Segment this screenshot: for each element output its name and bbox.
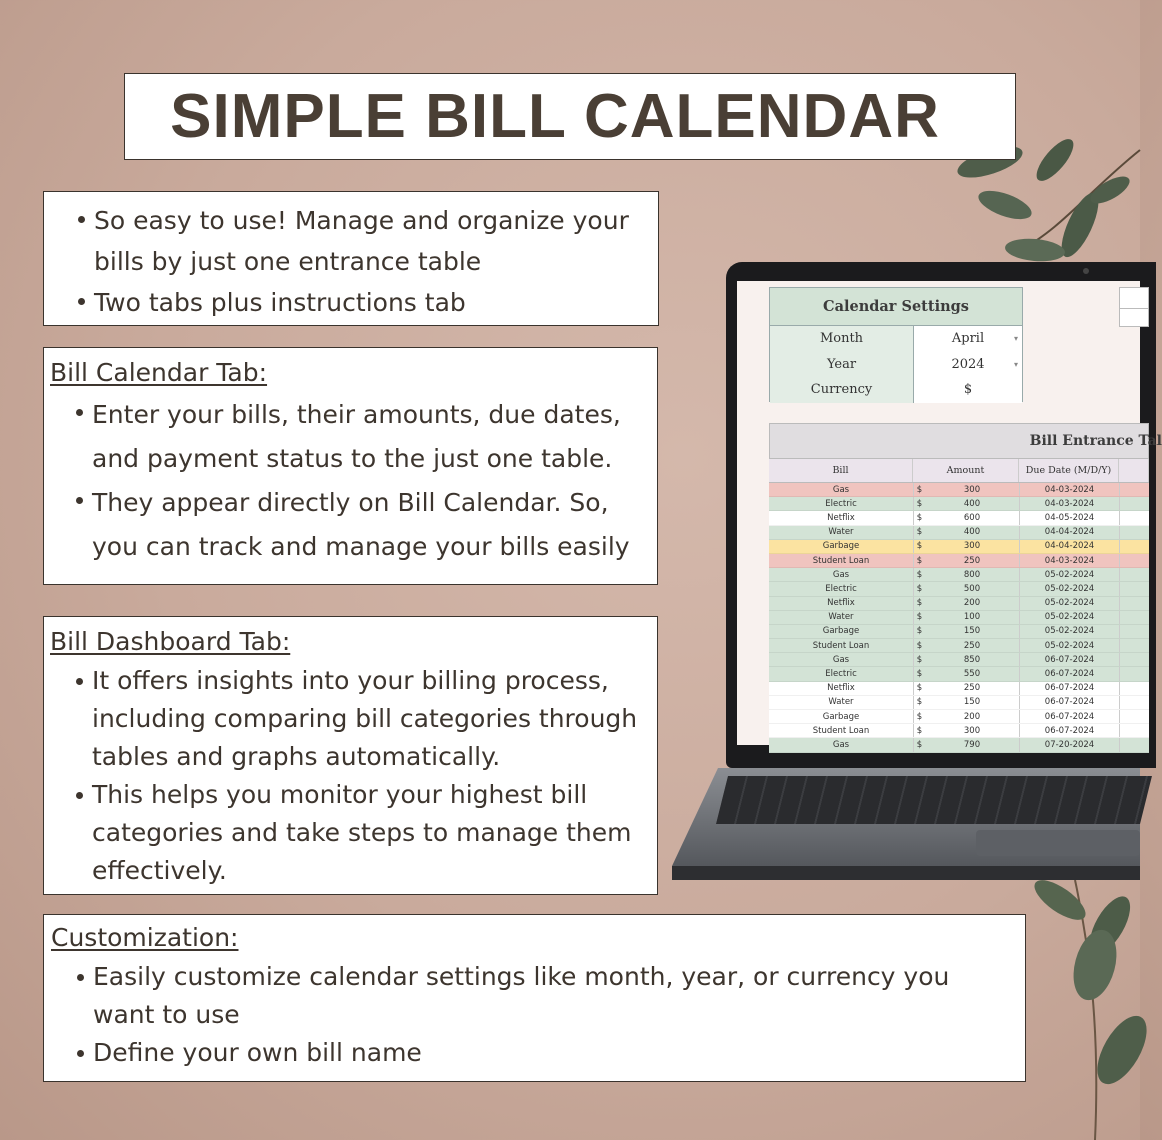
month-label: Month [770,326,914,352]
currency-cell[interactable]: $ [913,682,925,695]
amount-cell[interactable]: 150 [963,626,981,637]
bill-cell[interactable]: Electric [825,583,857,594]
side-cell [1119,287,1149,327]
currency-cell[interactable]: $ [913,568,925,581]
due-date-cell[interactable]: 07-20-2024 [1019,738,1119,751]
currency-cell[interactable]: $ [913,540,925,553]
section-heading: Bill Dashboard Tab: [50,627,291,656]
extra-cell[interactable] [1119,483,1149,496]
due-date-cell[interactable]: 06-07-2024 [1019,696,1119,709]
currency-cell[interactable]: $ [913,653,925,666]
extra-cell[interactable] [1119,682,1149,695]
bill-dashboard-list [50,662,651,890]
month-select[interactable] [914,326,1022,352]
amount-cell[interactable]: 400 [963,527,981,538]
bill-cell[interactable]: Gas [832,654,850,665]
amount-cell[interactable]: 250 [963,555,981,566]
extra-cell[interactable] [1119,540,1149,553]
col-due-date: Due Date (M/D/Y) [1019,459,1119,482]
laptop-screen [737,281,1162,750]
calendar-settings-table [769,287,1023,402]
customization-bullet: Define your own bill name [51,1034,1019,1072]
year-label: Year [770,352,914,378]
camera-icon [1083,268,1089,274]
month-row [770,326,1022,352]
section-heading: Customization: [51,923,239,952]
bill-cell[interactable]: Electric [825,498,857,509]
due-date-cell[interactable]: 06-07-2024 [1019,710,1119,723]
col-amount: Amount [913,459,1019,482]
extra-cell[interactable] [1119,724,1149,737]
due-date-cell[interactable]: 06-07-2024 [1019,724,1119,737]
due-date-cell[interactable]: 04-03-2024 [1019,483,1119,496]
year-select[interactable] [914,352,1022,378]
table-row[interactable] [769,483,1149,497]
due-date-cell[interactable]: 04-03-2024 [1019,497,1119,510]
bill-calendar-tab-box [43,347,658,585]
table-row[interactable] [769,696,1149,710]
bill-cell[interactable]: Gas [832,569,850,580]
extra-cell[interactable] [1119,710,1149,723]
table-row[interactable] [769,554,1149,568]
table-row[interactable] [769,597,1149,611]
extra-cell[interactable] [1119,667,1149,680]
extra-cell[interactable] [1119,511,1149,524]
customization-box [43,914,1026,1082]
bill-calendar-list [50,393,651,569]
extra-cell[interactable] [1119,738,1149,751]
table-row[interactable] [769,738,1149,752]
bill-cell[interactable]: Netflix [827,512,855,523]
bill-entrance-rows [769,483,1149,753]
currency-label: Currency [770,377,914,403]
bill-cell[interactable]: Student Loan [812,555,870,566]
table-row[interactable] [769,667,1149,681]
currency-cell[interactable]: $ [913,526,925,539]
bill-cell[interactable]: Water [828,697,854,708]
bill-cell[interactable]: Student Loan [812,725,870,736]
amount-cell[interactable]: 200 [963,711,981,722]
extra-cell[interactable] [1119,526,1149,539]
col-bill: Bill [769,459,913,482]
extra-cell[interactable] [1119,625,1149,638]
due-date-cell[interactable]: 05-02-2024 [1019,582,1119,595]
table-row[interactable] [769,710,1149,724]
dropdown-arrow-icon: ▾ [1013,334,1018,344]
intro-box [43,191,659,326]
extra-cell[interactable] [1119,653,1149,666]
col-extra [1119,459,1149,482]
amount-cell[interactable]: 300 [963,725,981,736]
bill-cell[interactable]: Electric [825,669,857,680]
amount-cell[interactable]: 250 [963,640,981,651]
currency-cell[interactable]: $ [913,497,925,510]
table-row[interactable] [769,724,1149,738]
extra-cell[interactable] [1119,582,1149,595]
due-date-cell[interactable]: 04-04-2024 [1019,540,1119,553]
dropdown-arrow-icon: ▾ [1013,359,1018,369]
currency-cell[interactable]: $ [913,483,925,496]
table-row[interactable] [769,611,1149,625]
amount-cell[interactable]: 600 [963,512,981,523]
bill-dashboard-bullet: This helps you monitor your highest bill categories and take steps to manage them effectively. [50,776,651,890]
currency-cell[interactable]: $ [913,582,925,595]
intro-bullet: So easy to use! Manage and organize your bills by just one entrance table [52,200,642,282]
intro-bullet: Two tabs plus instructions tab [52,282,652,323]
amount-cell[interactable]: 500 [963,583,981,594]
table-row[interactable] [769,526,1149,540]
bill-cell[interactable]: Gas [832,739,850,750]
amount-cell[interactable]: 800 [963,569,981,580]
table-row[interactable] [769,682,1149,696]
due-date-cell[interactable]: 06-07-2024 [1019,682,1119,695]
laptop-base-edge [672,866,1140,880]
currency-cell[interactable]: $ [913,639,925,652]
due-date-cell[interactable]: 04-03-2024 [1019,554,1119,567]
currency-cell[interactable]: $ [913,597,925,610]
bill-calendar-bullet: Enter your bills, their amounts, due dates, and payment status to the just one table. [50,393,651,481]
table-row[interactable] [769,582,1149,596]
bill-cell[interactable]: Gas [832,484,850,495]
month-value: April [951,331,985,347]
year-row [770,352,1022,378]
amount-cell[interactable]: 100 [963,612,981,623]
bill-entrance-title-text: Bill Entrance Tal [1029,433,1162,449]
title-box [124,73,1016,160]
section-heading: Bill Calendar Tab: [50,358,268,387]
due-date-cell[interactable]: 04-05-2024 [1019,511,1119,524]
bill-cell[interactable]: Garbage [822,626,860,637]
table-row[interactable] [769,497,1149,511]
currency-cell[interactable]: $ [913,611,925,624]
table-row[interactable] [769,639,1149,653]
bill-cell[interactable]: Garbage [822,541,860,552]
currency-cell[interactable]: $ [913,554,925,567]
due-date-cell[interactable]: 05-02-2024 [1019,597,1119,610]
currency-row [770,377,1022,403]
extra-cell[interactable] [1119,497,1149,510]
table-row[interactable] [769,625,1149,639]
extra-cell[interactable] [1119,611,1149,624]
bill-dashboard-bullet: It offers insights into your billing process, including comparing bill categories through tables and graphs automatically. [50,662,651,776]
currency-cell[interactable]: $ [913,738,925,751]
bill-entrance-header [769,459,1149,483]
year-value: 2024 [951,356,985,372]
extra-cell[interactable] [1119,696,1149,709]
amount-cell[interactable]: 300 [963,541,981,552]
currency-value: $ [963,382,973,398]
bill-cell[interactable]: Water [828,612,854,623]
currency-cell[interactable]: $ [913,724,925,737]
bill-cell[interactable]: Student Loan [812,640,870,651]
amount-cell[interactable]: 850 [963,654,981,665]
due-date-cell[interactable]: 06-07-2024 [1019,653,1119,666]
intro-list [52,200,652,323]
currency-cell[interactable]: $ [913,667,925,680]
table-row[interactable] [769,568,1149,582]
amount-cell[interactable]: 400 [963,498,981,509]
bill-entrance-title [769,423,1162,459]
table-row[interactable] [769,653,1149,667]
amount-cell[interactable]: 150 [963,697,981,708]
page-title: SIMPLE BILL CALENDAR [170,82,940,151]
due-date-cell[interactable]: 05-02-2024 [1019,568,1119,581]
amount-cell[interactable]: 250 [963,683,981,694]
amount-cell[interactable]: 200 [963,598,981,609]
bill-cell[interactable]: Netflix [827,598,855,609]
currency-cell[interactable]: $ [913,696,925,709]
table-row[interactable] [769,540,1149,554]
amount-cell[interactable]: 550 [963,669,981,680]
currency-select[interactable] [914,377,1022,403]
amount-cell[interactable]: 300 [963,484,981,495]
customization-bullet: Easily customize calendar settings like month, year, or currency you want to use [51,958,971,1034]
currency-cell[interactable]: $ [913,625,925,638]
due-date-cell[interactable]: 05-02-2024 [1019,625,1119,638]
currency-cell[interactable]: $ [913,511,925,524]
extra-cell[interactable] [1119,554,1149,567]
currency-cell[interactable]: $ [913,710,925,723]
bill-cell[interactable]: Water [828,527,854,538]
bill-cell[interactable]: Netflix [827,683,855,694]
extra-cell[interactable] [1119,597,1149,610]
due-date-cell[interactable]: 04-04-2024 [1019,526,1119,539]
table-row[interactable] [769,511,1149,525]
bill-dashboard-tab-box [43,616,658,895]
extra-cell[interactable] [1119,639,1149,652]
bill-cell[interactable]: Garbage [822,711,860,722]
due-date-cell[interactable]: 05-02-2024 [1019,611,1119,624]
calendar-settings-title: Calendar Settings [770,288,1022,326]
amount-cell[interactable]: 790 [963,739,981,750]
trackpad [976,830,1140,856]
keyboard [716,776,1152,824]
bill-calendar-bullet: They appear directly on Bill Calendar. So, you can track and manage your bills easily [50,481,651,569]
customization-list [51,958,1019,1072]
due-date-cell[interactable]: 06-07-2024 [1019,667,1119,680]
due-date-cell[interactable]: 05-02-2024 [1019,639,1119,652]
extra-cell[interactable] [1119,568,1149,581]
